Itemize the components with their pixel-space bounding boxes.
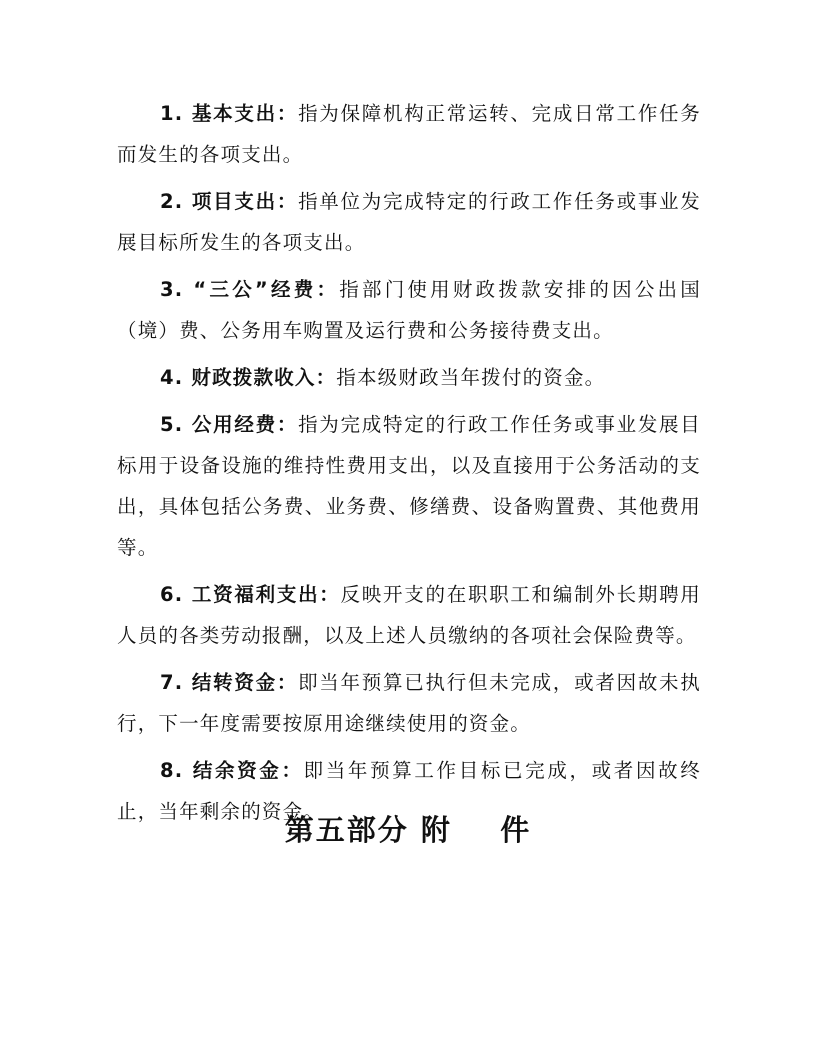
definition-project-expenditure [117,181,701,263]
definition-basic-expenditure [117,93,701,175]
definition-public-funds [117,404,701,568]
document-body [117,93,701,838]
definition-carryover-funds [117,662,701,744]
definition-text: 指本级财政当年拨付的资金。 [336,366,606,389]
definition-term: 8. 结余资金： [160,759,304,782]
definition-text: 反映开支的在职职工和编制外长期聘用人员的各类劳动报酬，以及上述人员缴纳的各项社会保险费等。 [117,583,701,647]
definition-text: 指单位为完成特定的行政工作任务或事业发展目标所发生的各项支出。 [117,190,701,254]
definition-text: 即当年预算工作目标已完成，或者因故终止，当年剩余的资金。 [117,759,701,823]
definition-text: 指为保障机构正常运转、完成日常工作任务而发生的各项支出。 [117,102,701,166]
definition-term: 5. 公用经费： [160,413,299,436]
definition-salary-welfare [117,574,701,656]
definition-term: 1. 基本支出： [160,102,299,125]
definition-text: 指为完成特定的行政工作任务或事业发展目标用于设备设施的维持性费用支出，以及直接用于公务活动的支出，具体包括公务费、业务费、修缮费、设备购置费、其他费用等。 [117,413,701,559]
definition-text: 指部门使用财政拨款安排的因公出国（境）费、公务用车购置及运行费和公务接待费支出。 [117,278,701,342]
definition-term: 4. 财政拨款收入： [160,366,337,389]
definition-term: 3. “三公”经费： [160,278,340,301]
definition-term: 2. 项目支出： [160,190,299,213]
section-heading: 第五部分 附 件 [284,813,532,847]
definition-text: 即当年预算已执行但未完成，或者因故未执行，下一年度需要按原用途继续使用的资金。 [117,671,701,735]
definition-fiscal-appropriation-income [117,357,701,398]
definition-three-public-funds [117,269,701,351]
definition-term: 7. 结转资金： [160,671,299,694]
definition-term: 6. 工资福利支出： [160,583,341,606]
